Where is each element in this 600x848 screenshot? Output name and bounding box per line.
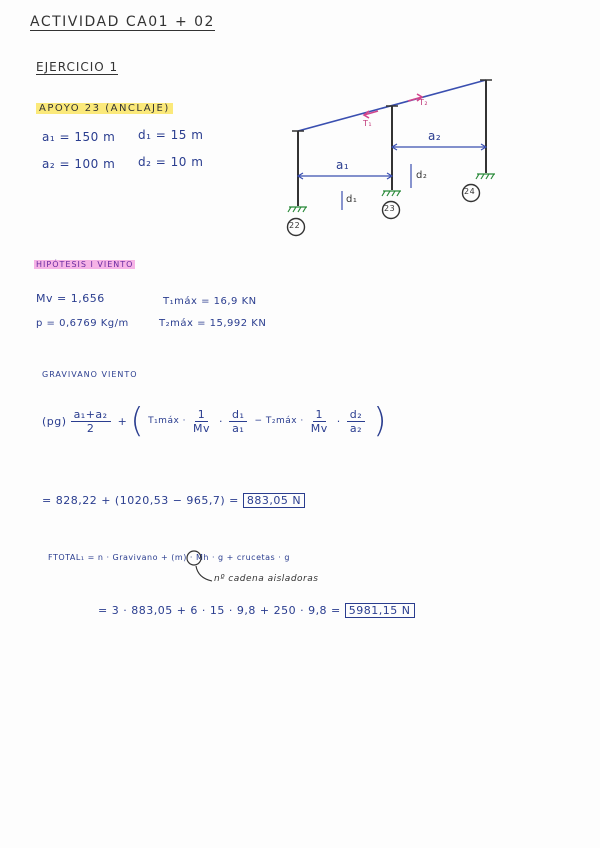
value-a2: a₂ = 100 m: [42, 157, 116, 171]
plus-sign: +: [117, 414, 128, 428]
support-label: APOYO 23 (ANCLAJE): [36, 103, 173, 114]
value-t2max: T₂máx = 15,992 KN: [159, 318, 267, 329]
diagram-d1: d₁: [346, 194, 358, 205]
ftotal-result-line: [98, 604, 415, 617]
diagram-a2: a₂: [428, 129, 442, 143]
support-22-label: 22: [289, 221, 301, 230]
value-mv: Mv = 1,656: [36, 292, 105, 305]
frac-num: a₁+a₂: [71, 408, 111, 422]
frac-d2: d₂: [347, 408, 365, 422]
frac-den: 2: [86, 421, 95, 435]
value-a1: a₁ = 150 m: [42, 130, 116, 144]
diagram-t2: T₂: [419, 98, 429, 107]
diagram-t1: T₁: [363, 119, 373, 128]
frac-d1: d₁: [229, 408, 247, 422]
t1-term: T₁máx ·: [148, 416, 187, 426]
value-p: p = 0,6769 Kg/m: [36, 318, 129, 329]
gravivano-calc: = 828,22 + (1020,53 − 965,7) =: [42, 494, 239, 507]
chain-note: nº cadena aisladoras: [214, 574, 319, 584]
gravivano-result: 883,05 N: [243, 493, 305, 508]
frac-mv-b: Mv: [310, 421, 328, 435]
frac-mv: Mv: [193, 421, 211, 435]
ftotal-calc: = 3 · 883,05 + 6 · 15 · 9,8 + 250 · 9,8 =: [98, 604, 341, 617]
open-paren: (: [130, 401, 145, 441]
formula-prefix: (pg): [42, 414, 67, 428]
gravivano-label: GRAVIVANO VIENTO: [42, 370, 138, 379]
support-24-label: 24: [464, 187, 476, 196]
value-t1max: T₁máx = 16,9 KN: [163, 296, 257, 307]
ftotal-result: 5981,15 N: [345, 603, 415, 618]
frac-a1: a₁: [232, 421, 245, 435]
ftotal-formula: FTOTAL₁ = n · Gravivano + (m) · Mh · g + crucetas · g: [48, 553, 290, 562]
value-d1: d₁ = 15 m: [138, 128, 204, 142]
exercise-title: EJERCICIO 1: [36, 60, 119, 74]
t2-term: − T₂máx ·: [254, 416, 304, 426]
support-23-label: 23: [384, 204, 396, 213]
frac-a2: a₂: [349, 421, 363, 435]
diagram-d2: d₂: [416, 170, 428, 181]
close-paren: ): [373, 401, 387, 441]
gravivano-formula: (pg) $\frac{\text{a₁+a₂}}{2}$ + ( T₁máx · $\frac{1}{Mv}$ · $\frac{\text{d₁}}{\text{a₁}}$ − T₂máx · $\frac{1}{Mv}$ · $\frac{\text{d₂}}{\text{a₂}}$ ): [42, 401, 387, 441]
diagram-a1: a₁: [336, 158, 350, 172]
frac-one-b: 1: [313, 408, 327, 422]
value-d2: d₂ = 10 m: [138, 155, 204, 169]
page-title: ACTIVIDAD CA01 + 02: [30, 14, 215, 30]
hypothesis-label: HIPÓTESIS I VIENTO: [36, 260, 134, 269]
frac-one: 1: [195, 408, 209, 422]
